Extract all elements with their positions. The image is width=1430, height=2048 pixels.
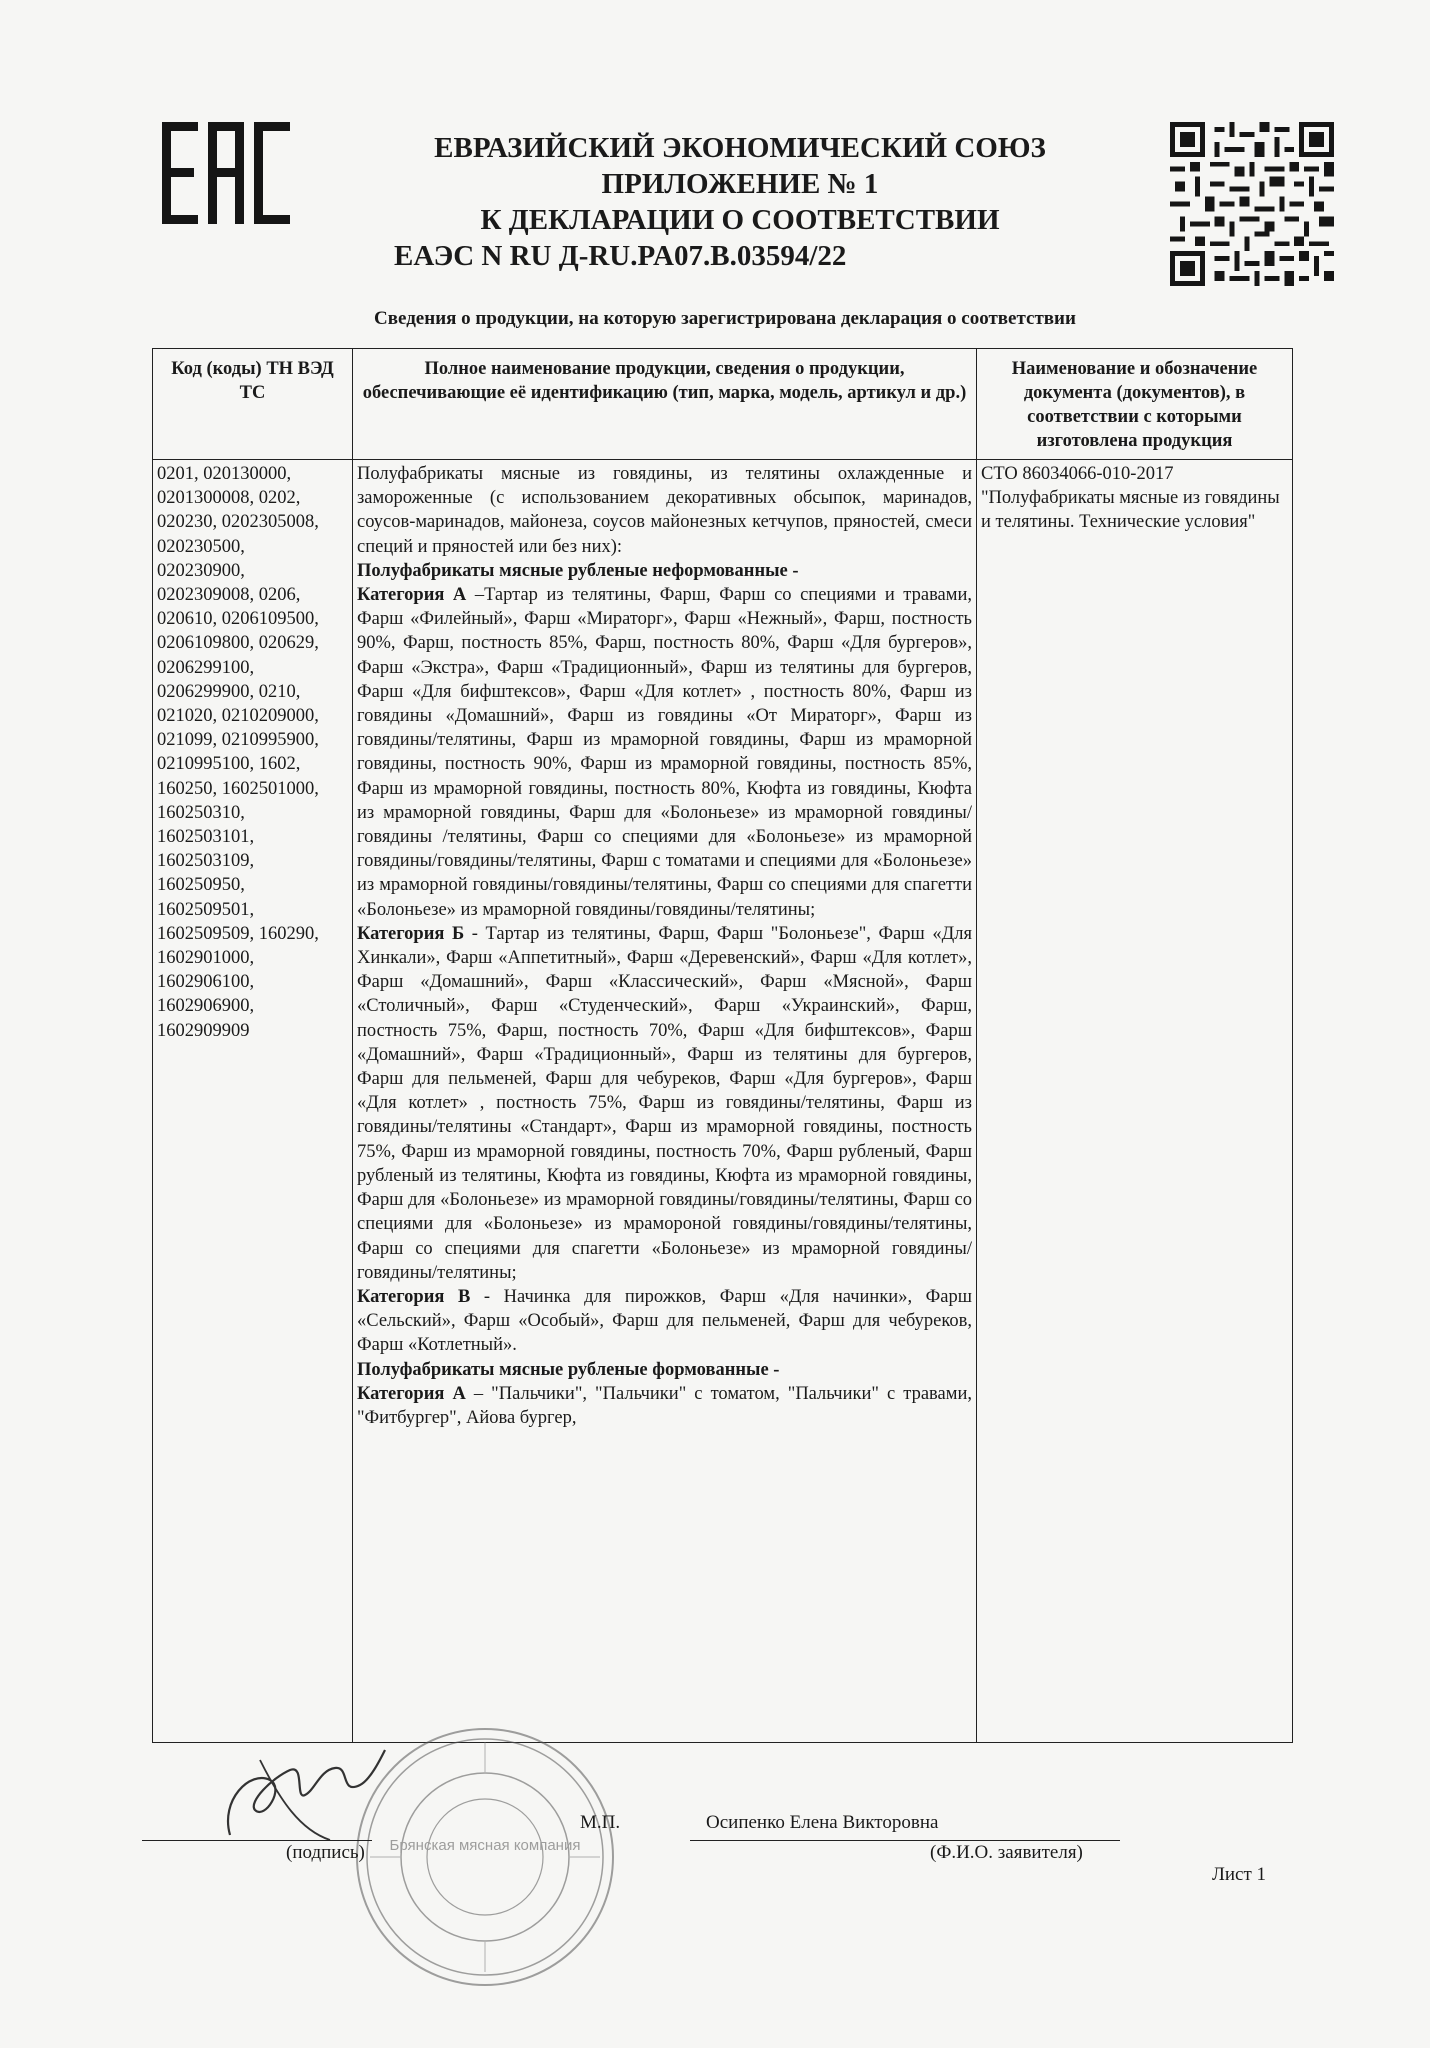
product-description	[357, 462, 972, 1740]
eac-logo	[162, 122, 290, 224]
code-line: 0206109800, 020629,	[157, 633, 319, 654]
group-title-unformed: Полуфабрикаты мясные рубленые неформованные -	[357, 560, 799, 581]
standard-doc-text: СТО 86034066-010-2017 "Полуфабрикаты мясные из говядины и телятины. Технические условия"	[981, 464, 1280, 533]
code-line: 021099, 0210995900,	[157, 730, 319, 751]
table-header-row	[153, 349, 1293, 460]
category-a2-text: – "Пальчики", "Пальчики" с томатом, "Пальчики" с травами, "Фитбургер", Айова бургер,	[357, 1383, 972, 1428]
category-v-label: Категория В	[357, 1286, 471, 1307]
category-v-text: - Начинка для пирожков, Фарш «Для начинки», Фарш «Сельский», Фарш «Особый», Фарш для пельменей, Фарш для чебуреков, Фарш «Котлетный».	[357, 1286, 972, 1356]
header-union-title: ЕВРАЗИЙСКИЙ ЭКОНОМИЧЕСКИЙ СОЮЗ	[434, 132, 1046, 164]
code-line: 0206299100,	[157, 657, 255, 678]
codes-list	[157, 462, 348, 1740]
signature-label: (подпись)	[286, 1842, 365, 1863]
code-line: 020230, 0202305008,	[157, 512, 319, 533]
code-line: 1602906900,	[157, 996, 255, 1017]
code-line: 0210995100, 1602,	[157, 754, 301, 775]
code-line: 020610, 0206109500,	[157, 609, 319, 630]
category-b-label: Категория Б	[357, 923, 465, 944]
group-title-formed: Полуфабрикаты мясные рубленые формованные -	[357, 1359, 780, 1380]
header-product-name: Полное наименование продукции, сведения о продукции, обеспечивающие её идентификацию (тип, марка, модель, артикул и др.)	[353, 349, 977, 460]
table-row	[153, 460, 1293, 1743]
category-a-text: –Тартар из телятины, Фарш, Фарш со специями и травами, Фарш «Филейный», Фарш «Мираторг», Фарш «Нежный», Фарш, постность 90%, Фарш, постность 85%, Фарш, постность 80%, Фарш «Для бургеров», Фарш «Экстра», Фарш «Традиционный», Фарш из телятины для бургеров, Фарш «Для бифштексов», Фарш «Для котлет» , постность 80%, Фарш из говядины «Домашний», Фарш из говядины «От Мираторг», Фарш из говядины/телятины, Фарш из мраморной говядины, Фарш из мраморной говядины, постность 90%, Фарш из мраморной говядины, постность 85%, Фарш из мраморной говядины, постность 80%, Кюфта из говядины, Кюфта из мраморной говядины, Фарш для «Болоньезе» из мраморной говядины/говядины /телятины, Фарш со специями для «Болоньезе» из мраморной говядины/говядины/телятины, Фарш с томатами и специями для «Болоньезе» из мраморной говядины/говядины/телятины, Фарш со специями для спагетти «Болоньезе» из мраморной говядины/говядины/телятины;	[357, 585, 973, 920]
applicant-name-line	[690, 1840, 1120, 1841]
product-table	[152, 348, 1293, 1743]
product-name-cell	[353, 460, 977, 1743]
code-line: 020230500,	[157, 536, 245, 557]
header-appendix-title: ПРИЛОЖЕНИЕ № 1	[601, 168, 879, 200]
codes-cell	[153, 460, 353, 1743]
category-b-text: - Тартар из телятины, Фарш, Фарш "Болоньезе", Фарш «Для Хинкали», Фарш «Аппетитный», Фарш «Деревенский», Фарш «Для котлет», Фарш «Домашний», Фарш «Классический», Фарш «Мясной», Фарш «Столичный», Фарш «Студенческий», Фарш «Украинский», Фарш, постность 75%, Фарш, постность 70%, Фарш «Для бифштексов», Фарш «Домашний», Фарш «Традиционный», Фарш из телятины для бургеров, Фарш для пельменей, Фарш для чебуреков, Фарш «Для бургеров», Фарш «Для котлет» , постность 75%, Фарш из говядины/телятины, Фарш из говядины/телятины «Стандарт», Фарш из мраморной говядины, постность 75%, Фарш из мраморной говядины, постность 70%, Фарш рубленый, Фарш рубленый из телятины, Кюфта из говядины, Кюфта из мраморной говядины, Фарш для «Болоньезе» из мраморной говядины/говядины/телятины, Фарш со специями для «Болоньезе» из мрамороной говядины/говядины/телятины, Фарш со специями для спагетти «Болоньезе» из мраморной говядины/говядины/телятины;	[357, 923, 973, 1283]
qr-code	[1170, 122, 1334, 286]
code-line: 160250950,	[157, 875, 245, 896]
document-footer	[0, 1780, 1430, 1920]
code-line: 0201300008, 0202,	[157, 488, 301, 509]
code-line: 1602901000,	[157, 948, 255, 969]
code-line: 021020, 0210209000,	[157, 706, 319, 727]
code-line: 0202309008, 0206,	[157, 585, 301, 606]
document-header	[380, 130, 1100, 274]
code-line: 1602503101,	[157, 827, 255, 848]
code-line: 160250, 1602501000,	[157, 778, 319, 799]
category-a-label: Категория А	[357, 585, 467, 606]
header-standard-doc: Наименование и обозначение документа (документов), в соответствии с которыми изготовлена продукция	[977, 349, 1293, 460]
declaration-number: ЕАЭС N RU Д-RU.PA07.B.03594/22	[394, 240, 847, 272]
seal-place-label: М.П.	[580, 1812, 621, 1833]
code-line: 160250310,	[157, 802, 245, 823]
header-declaration-title: К ДЕКЛАРАЦИИ О СООТВЕТСТВИИ	[480, 204, 1000, 236]
standard-doc-cell	[977, 460, 1293, 1743]
code-line: 020230900,	[157, 560, 245, 581]
signature-line	[142, 1840, 372, 1841]
section-caption: Сведения о продукции, на которую зарегистрирована декларация о соответствии	[374, 308, 1076, 329]
stamp-text: Брянская мясная компания	[389, 1837, 581, 1854]
header-codes: Код (коды) ТН ВЭД ТС	[153, 349, 353, 460]
category-a2-label: Категория А	[357, 1383, 466, 1404]
code-line: 1602509501,	[157, 899, 255, 920]
product-intro: Полуфабрикаты мясные из говядины, из телятины охлажденные и замороженные (с использованием декоративных обсыпок, маринадов, соусов-маринадов, майонеза, соусов майонезных кетчупов, пряностей, смеси специй и пряностей или без них):	[357, 464, 972, 557]
applicant-label: (Ф.И.О. заявителя)	[930, 1842, 1083, 1863]
code-line: 1602906100,	[157, 972, 255, 993]
sheet-number: Лист 1	[1212, 1864, 1267, 1885]
code-line: 0201, 020130000,	[157, 464, 292, 484]
code-line: 1602909909	[157, 1020, 250, 1041]
code-line: 1602509509, 160290,	[157, 923, 319, 944]
applicant-name: Осипенко Елена Викторовна	[706, 1812, 939, 1833]
code-line: 0206299900, 0210,	[157, 681, 301, 702]
code-line: 1602503109,	[157, 851, 255, 872]
